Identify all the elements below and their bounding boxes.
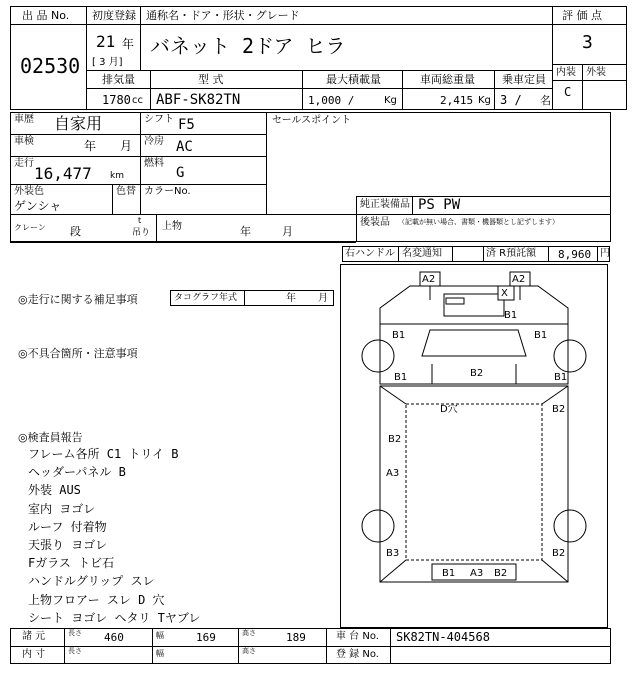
yen-unit: 円 bbox=[600, 248, 610, 259]
mileage: 16,477 bbox=[34, 164, 92, 183]
vehicle-damage-diagram bbox=[340, 264, 608, 628]
damage-mark: B1 bbox=[394, 372, 408, 383]
load: 1,000 / bbox=[308, 94, 355, 107]
exterior-grade-label: 外装 bbox=[586, 67, 606, 78]
interior-grade: C bbox=[564, 85, 572, 99]
recycle-label: 済 R預託額 bbox=[486, 248, 537, 259]
history: 自家用 bbox=[54, 114, 103, 133]
equipment: PS PW bbox=[418, 197, 461, 213]
gross-unit: Kg bbox=[478, 95, 491, 106]
steering: 右ハンドル bbox=[345, 248, 395, 259]
crane-label: クレーン bbox=[14, 223, 46, 232]
damage-mark: A2 bbox=[512, 274, 526, 285]
first-reg-month: [ 3 月] bbox=[92, 57, 123, 68]
front-left-wheel bbox=[362, 340, 394, 372]
gross-label: 車両総重量 bbox=[420, 73, 475, 86]
rear-right-wheel bbox=[554, 510, 586, 542]
car-name: バネット 2ドア ヒラ bbox=[150, 34, 346, 58]
front-right-wheel bbox=[554, 340, 586, 372]
inner-width-label: 幅 bbox=[156, 649, 164, 658]
width-label: 幅 bbox=[156, 631, 164, 640]
first-reg-year: 21 bbox=[96, 32, 116, 51]
chassis-label: 車 台 No. bbox=[336, 631, 379, 642]
lot-label: 出 品 No. bbox=[22, 9, 70, 22]
crane-hang: 吊り bbox=[132, 228, 151, 238]
cargo-bed bbox=[380, 386, 568, 582]
inspection-month: 月 bbox=[120, 139, 133, 153]
aftermarket-label: 後装品 bbox=[360, 217, 390, 228]
inspector-line: 室内 ヨゴレ bbox=[28, 501, 96, 516]
inner-dims-label: 内 寸 bbox=[22, 649, 46, 660]
chassis-number: SK82TN-404568 bbox=[396, 630, 490, 644]
displacement: 1780 bbox=[102, 93, 131, 107]
inspection-year: 年 bbox=[84, 139, 97, 153]
mileage-unit: km bbox=[110, 171, 124, 181]
first-reg-label: 初度登録 bbox=[92, 9, 136, 22]
inspector-line: シート ヨゴレ ヘタリ Tヤブレ bbox=[28, 610, 201, 625]
gross-weight: 2,415 bbox=[440, 94, 474, 107]
windshield bbox=[422, 330, 526, 356]
recycle-amount: 8,960 bbox=[558, 248, 592, 261]
inspector-label: ◎検査員報告 bbox=[18, 431, 83, 444]
damage-mark: B1 bbox=[534, 330, 548, 341]
damage-mark: A3 bbox=[470, 568, 484, 579]
height-value: 189 bbox=[286, 631, 306, 644]
grade-value: 3 bbox=[582, 32, 593, 53]
tachograph-label: タコグラフ年式 bbox=[174, 293, 238, 303]
shift: F5 bbox=[178, 117, 195, 133]
dims-label: 諸 元 bbox=[22, 631, 46, 642]
length-label: 長さ bbox=[68, 629, 82, 637]
damage-mark: B1 bbox=[504, 310, 518, 321]
length-value: 460 bbox=[104, 631, 124, 644]
registration-label: 登 録 No. bbox=[336, 649, 379, 660]
lot-number: 02530 bbox=[20, 54, 81, 78]
model-label: 型 式 bbox=[198, 73, 224, 86]
damage-mark: B2 bbox=[388, 434, 402, 445]
equipment-label: 純正装備品 bbox=[360, 199, 410, 210]
damage-mark: B2 bbox=[552, 548, 566, 559]
name-change-box bbox=[452, 246, 484, 262]
inspector-line: 天張り ヨゴレ bbox=[28, 538, 108, 552]
crane-ton: t bbox=[138, 216, 142, 225]
ext-color: ゲンシャ bbox=[14, 199, 62, 213]
inspector-line: 上物フロアー スレ D 穴 bbox=[28, 592, 165, 607]
mileage-label: 走行 bbox=[14, 158, 34, 169]
fuel-label: 燃料 bbox=[144, 158, 164, 169]
car-name-label: 通称名・ドア・形状・グレード bbox=[146, 9, 300, 22]
damage-mark: B3 bbox=[386, 548, 400, 559]
inspector-line: ハンドルグリップ スレ bbox=[28, 574, 155, 589]
damage-mark: A2 bbox=[422, 274, 436, 285]
grade-label: 評 価 点 bbox=[562, 9, 602, 22]
tachograph-month: 月 bbox=[318, 293, 328, 304]
year-unit: 年 bbox=[122, 37, 135, 51]
capacity-label: 乗車定員 bbox=[502, 73, 546, 86]
cab-roof-outline bbox=[380, 286, 568, 324]
defects-label: ◎不具合箇所・注意事項 bbox=[18, 347, 138, 360]
aftermarket-note: （記載が無い場合、書類・機器類とし記ずします） bbox=[398, 218, 559, 226]
damage-mark: B1 bbox=[442, 568, 456, 579]
inspector-line: ルーフ 付着物 bbox=[28, 519, 107, 534]
history-label: 車歴 bbox=[14, 114, 34, 125]
ext-color-label: 外装色 bbox=[14, 186, 44, 197]
rear-left-wheel bbox=[362, 510, 394, 542]
inspector-line: フレーム各所 C1 トリイ B bbox=[28, 447, 179, 461]
damage-mark: B1 bbox=[554, 372, 568, 383]
width-value: 169 bbox=[196, 631, 216, 644]
crane-stage: 段 bbox=[70, 225, 81, 238]
interior-grade-label: 内装 bbox=[556, 67, 576, 78]
inspection-label: 車検 bbox=[14, 136, 34, 147]
ac: AC bbox=[176, 139, 193, 155]
load-label: 最大積載量 bbox=[326, 73, 381, 86]
topload-month: 月 bbox=[282, 225, 293, 238]
running-notes-label: ◎走行に関する補足事項 bbox=[18, 293, 138, 306]
color-no-label: カラーNo. bbox=[144, 186, 191, 197]
inner-length-label: 長さ bbox=[68, 647, 82, 655]
damage-mark: B2 bbox=[552, 404, 566, 415]
capacity: 3 / bbox=[500, 93, 522, 107]
inner-height-label: 高さ bbox=[242, 647, 256, 655]
displacement-unit: cc bbox=[132, 95, 143, 106]
displacement-label: 排気量 bbox=[102, 73, 135, 86]
shift-label: シフト bbox=[144, 114, 174, 125]
damage-mark: B1 bbox=[392, 330, 406, 341]
load-unit: Kg bbox=[384, 95, 397, 106]
damage-mark: A3 bbox=[386, 468, 400, 479]
damage-mark: X bbox=[501, 288, 508, 299]
topload-label: 上物 bbox=[162, 221, 182, 232]
model: ABF-SK82TN bbox=[156, 92, 241, 108]
damage-mark: D穴 bbox=[440, 404, 458, 415]
capacity-unit: 名 bbox=[540, 94, 551, 107]
damage-mark: B2 bbox=[470, 368, 484, 379]
topload-year: 年 bbox=[240, 225, 251, 238]
inspector-line: Fガラス トビ石 bbox=[28, 556, 115, 571]
fuel: G bbox=[176, 165, 185, 181]
damage-mark: B2 bbox=[494, 568, 508, 579]
color-change-label: 色替 bbox=[116, 186, 136, 197]
ac-label: 冷房 bbox=[144, 136, 164, 147]
tachograph-year: 年 bbox=[286, 293, 296, 304]
inspector-line: 外装 AUS bbox=[28, 483, 81, 498]
selling-points-label: セールスポイント bbox=[272, 115, 352, 126]
height-label: 高さ bbox=[242, 629, 256, 637]
inspector-line: ヘッダーパネル B bbox=[28, 465, 126, 480]
name-change-label: 名変通知 bbox=[402, 248, 442, 259]
